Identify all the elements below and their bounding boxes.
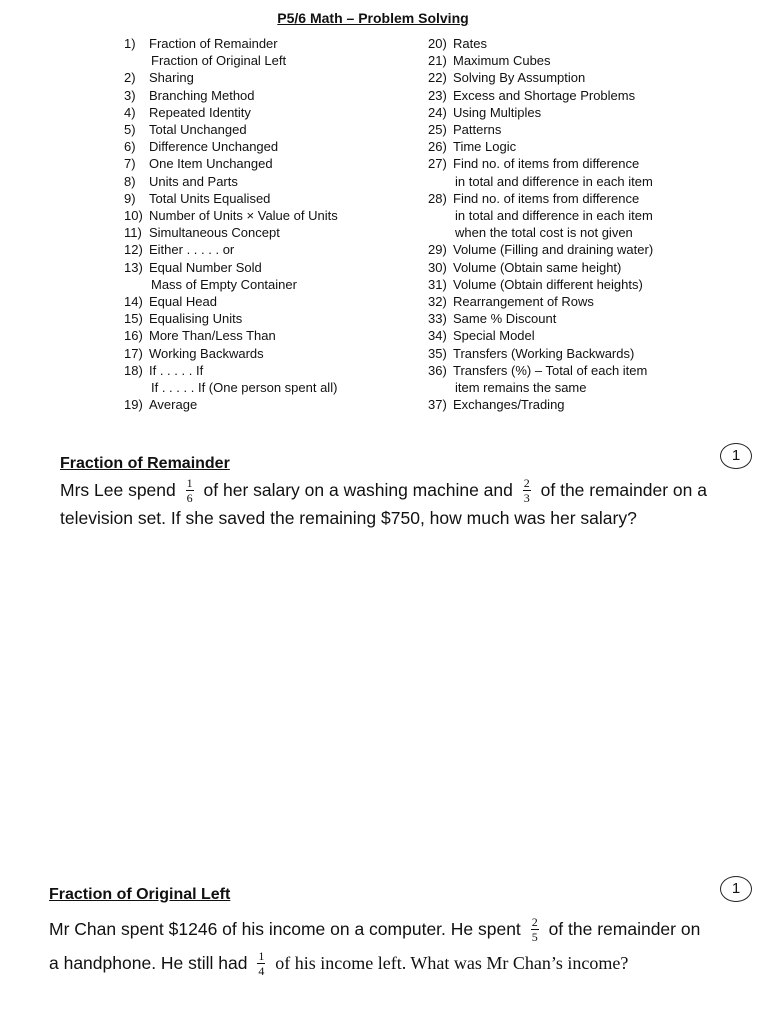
- topic-label-line: Special Model: [453, 328, 535, 344]
- topic-label-line: Rearrangement of Rows: [453, 294, 594, 310]
- topic-list-item: [428, 52, 748, 69]
- topic-label: [149, 362, 424, 396]
- topic-list-item: [124, 310, 424, 327]
- topic-list-item: [428, 396, 748, 413]
- topic-number: 10): [124, 208, 143, 224]
- topic-list-item: [124, 190, 424, 207]
- topic-list-item: [428, 293, 748, 310]
- topic-number: 14): [124, 294, 143, 310]
- topic-list-item: [428, 327, 748, 344]
- topic-label: [149, 173, 424, 190]
- topic-label-line: when the total cost is not given: [455, 225, 633, 241]
- fraction: [257, 950, 265, 977]
- topic-label: [149, 138, 424, 155]
- fraction-numerator: 1: [258, 948, 265, 963]
- topic-label-line: Rates: [453, 36, 487, 51]
- section-heading: Fraction of Original Left: [49, 886, 231, 903]
- topic-label-line: Equalising Units: [149, 311, 243, 327]
- topic-label: [149, 207, 424, 224]
- topic-label-line: Volume (Obtain same height): [453, 259, 622, 275]
- question-text-line-1: [49, 916, 700, 944]
- topic-number: 35): [428, 345, 447, 361]
- topic-label-line: Find no. of items from difference: [453, 190, 640, 206]
- topic-number: 29): [428, 242, 447, 258]
- topic-label-line: Time Logic: [453, 139, 517, 155]
- topic-list-item: [428, 276, 748, 293]
- topic-label: [149, 121, 424, 138]
- topic-number: 28): [428, 190, 447, 206]
- topic-number: 17): [124, 345, 143, 361]
- topic-label-line: Volume (Obtain different heights): [453, 276, 643, 292]
- topic-label-line: More Than/Less Than: [149, 328, 276, 344]
- topic-label-line: Exchanges/Trading: [453, 397, 565, 413]
- topic-label-line: Equal Number Sold: [149, 259, 262, 275]
- topic-label-line: Maximum Cubes: [453, 53, 551, 69]
- topic-number: 33): [428, 311, 447, 327]
- topic-number: 15): [124, 311, 143, 327]
- topic-label: [453, 259, 748, 276]
- topic-label: [149, 396, 424, 413]
- topic-label-line: Total Unchanged: [149, 122, 247, 138]
- topic-label: [149, 87, 424, 104]
- topic-label-line: Transfers (%) – Total of each item: [453, 362, 648, 378]
- topic-number: 21): [428, 53, 447, 69]
- topic-list-item: [124, 35, 424, 69]
- topic-list-item: [124, 293, 424, 310]
- topic-label-line: Mass of Empty Container: [151, 276, 297, 292]
- topic-list-item: [124, 173, 424, 190]
- topic-list-right: [428, 35, 748, 413]
- question-text: Mrs Lee spend: [60, 480, 176, 500]
- topic-list-item: [428, 345, 748, 362]
- topic-list-item: [124, 138, 424, 155]
- topic-label: [453, 362, 748, 396]
- topic-label-line: Number of Units × Value of Units: [149, 208, 338, 224]
- topic-label-line: Equal Head: [149, 294, 217, 310]
- topic-number: 25): [428, 122, 447, 138]
- topic-label: [453, 87, 748, 104]
- topic-list-item: [428, 69, 748, 86]
- topic-list-item: [428, 190, 748, 242]
- topic-label-line: Transfers (Working Backwards): [453, 345, 635, 361]
- topic-list-item: [124, 362, 424, 396]
- fraction-denominator: 5: [531, 929, 538, 944]
- topic-label: [453, 121, 748, 138]
- topic-label-line: Patterns: [453, 122, 502, 138]
- topic-number: 32): [428, 294, 447, 310]
- topic-label: [149, 35, 424, 69]
- question-text: of his income left. What was Mr Chan’s income?: [275, 953, 629, 973]
- topic-label-line: Find no. of items from difference: [453, 156, 640, 172]
- topic-list-item: [428, 241, 748, 258]
- topic-number: 30): [428, 259, 447, 275]
- topic-label: [453, 241, 748, 258]
- topic-number: 34): [428, 328, 447, 344]
- topic-label: [149, 190, 424, 207]
- topic-label: [149, 327, 424, 344]
- topic-number: 31): [428, 276, 447, 292]
- topic-number: 16): [124, 328, 143, 344]
- topic-label-line: Fraction of Remainder: [149, 36, 278, 51]
- topic-list-item: [124, 121, 424, 138]
- topic-label-line: item remains the same: [455, 380, 587, 396]
- topic-number: 24): [428, 104, 447, 120]
- topic-list-item: [428, 310, 748, 327]
- topic-label: [453, 155, 748, 189]
- fraction: [523, 477, 531, 504]
- topic-list-item: [124, 155, 424, 172]
- topic-number: 8): [124, 173, 136, 189]
- topic-label-line: Branching Method: [149, 87, 255, 103]
- topic-number: 2): [124, 70, 136, 86]
- fraction: [531, 916, 539, 943]
- topic-number: 7): [124, 156, 136, 172]
- topic-number: 19): [124, 397, 143, 413]
- topic-label: [149, 241, 424, 258]
- fraction: [186, 477, 194, 504]
- topic-list-item: [428, 104, 748, 121]
- topic-label: [453, 104, 748, 121]
- topic-number: 36): [428, 362, 447, 378]
- topic-label-line: Average: [149, 397, 198, 413]
- topic-list-item: [428, 155, 748, 189]
- topic-number: 27): [428, 156, 447, 172]
- topic-list-item: [124, 241, 424, 258]
- question-text-line-2: television set. If she saved the remaining $750, how much was her salary?: [60, 508, 637, 528]
- fraction-numerator: 2: [523, 475, 530, 490]
- topic-number: 20): [428, 36, 447, 51]
- topic-label: [453, 52, 748, 69]
- question-number-badge: 1: [720, 876, 752, 902]
- topic-label-line: Simultaneous Concept: [149, 225, 280, 241]
- fraction-denominator: 6: [186, 490, 193, 505]
- topic-list-item: [428, 35, 748, 52]
- topic-list-item: [124, 396, 424, 413]
- topic-list-item: [124, 259, 424, 293]
- topic-label: [453, 69, 748, 86]
- topic-list-item: [124, 87, 424, 104]
- topic-label-line: Difference Unchanged: [149, 139, 279, 155]
- topic-label-line: Sharing: [149, 70, 194, 86]
- section-heading: Fraction of Remainder: [60, 455, 230, 472]
- topic-number: 6): [124, 139, 136, 155]
- topic-label: [453, 327, 748, 344]
- question-text: of the remainder on a: [540, 480, 707, 500]
- topic-label: [453, 310, 748, 327]
- topic-list-item: [428, 259, 748, 276]
- topic-number: 5): [124, 122, 136, 138]
- topic-label-line: One Item Unchanged: [149, 156, 273, 172]
- topic-number: 3): [124, 87, 136, 103]
- topic-list-item: [428, 138, 748, 155]
- question-number-badge: 1: [720, 443, 752, 469]
- topic-list-item: [124, 207, 424, 224]
- fraction-numerator: 1: [186, 475, 193, 490]
- topic-list-item: [428, 121, 748, 138]
- topic-list-item: [124, 345, 424, 362]
- topic-label-line: in total and difference in each item: [455, 173, 653, 189]
- topic-label: [149, 259, 424, 293]
- topic-number: 18): [124, 362, 143, 378]
- topic-label: [149, 293, 424, 310]
- page-title: P5/6 Math – Problem Solving: [277, 10, 469, 26]
- topic-number: 23): [428, 87, 447, 103]
- topic-number: 22): [428, 70, 447, 86]
- topic-number: 26): [428, 139, 447, 155]
- topic-label: [453, 138, 748, 155]
- topic-list-item: [124, 69, 424, 86]
- fraction-numerator: 2: [531, 914, 538, 929]
- topic-label-line: Solving By Assumption: [453, 70, 586, 86]
- topic-label-line: Excess and Shortage Problems: [453, 87, 636, 103]
- topic-label-line: Repeated Identity: [149, 104, 251, 120]
- topic-number: 12): [124, 242, 143, 258]
- topic-list-item: [428, 362, 748, 396]
- topic-label: [453, 35, 748, 52]
- question-text: Mr Chan spent $1246 of his income on a computer. He spent: [49, 919, 521, 939]
- topic-label-line: Units and Parts: [149, 173, 238, 189]
- topic-list-left: [124, 35, 424, 413]
- question-text-line-2: [49, 950, 628, 978]
- topic-number: 1): [124, 36, 136, 51]
- topic-label: [453, 345, 748, 362]
- topic-label-line: Total Units Equalised: [149, 190, 271, 206]
- fraction-denominator: 4: [258, 963, 265, 978]
- topic-label: [453, 293, 748, 310]
- topic-label: [149, 104, 424, 121]
- question-text: of her salary on a washing machine and: [203, 480, 513, 500]
- question-text-line-1: [60, 477, 707, 505]
- topic-number: 9): [124, 190, 136, 206]
- topic-label-line: If . . . . . If (One person spent all): [151, 380, 338, 396]
- topic-label-line: Same % Discount: [453, 311, 557, 327]
- question-text: a handphone. He still had: [49, 953, 248, 973]
- topic-list-item: [124, 224, 424, 241]
- topic-label: [453, 396, 748, 413]
- topic-label-line: Either . . . . . or: [149, 242, 235, 258]
- question-text: of the remainder on: [548, 919, 701, 939]
- topic-label: [453, 276, 748, 293]
- topic-label-line: in total and difference in each item: [455, 208, 653, 224]
- topic-label-line: Volume (Filling and draining water): [453, 242, 654, 258]
- topic-list-item: [428, 87, 748, 104]
- topic-label: [149, 310, 424, 327]
- fraction-denominator: 3: [523, 490, 530, 505]
- topic-list-item: [124, 327, 424, 344]
- topic-label: [149, 69, 424, 86]
- topic-label-line: Working Backwards: [149, 345, 264, 361]
- topic-label-line: If . . . . . If: [149, 362, 204, 378]
- topic-label: [149, 155, 424, 172]
- topic-number: 4): [124, 104, 136, 120]
- topic-label: [149, 224, 424, 241]
- topic-number: 37): [428, 397, 447, 413]
- topic-label-line: Using Multiples: [453, 104, 542, 120]
- topic-label: [149, 345, 424, 362]
- topic-list-item: [124, 104, 424, 121]
- topic-number: 13): [124, 259, 143, 275]
- topic-number: 11): [124, 225, 142, 241]
- topic-label: [453, 190, 748, 242]
- topic-label-line: Fraction of Original Left: [151, 53, 287, 69]
